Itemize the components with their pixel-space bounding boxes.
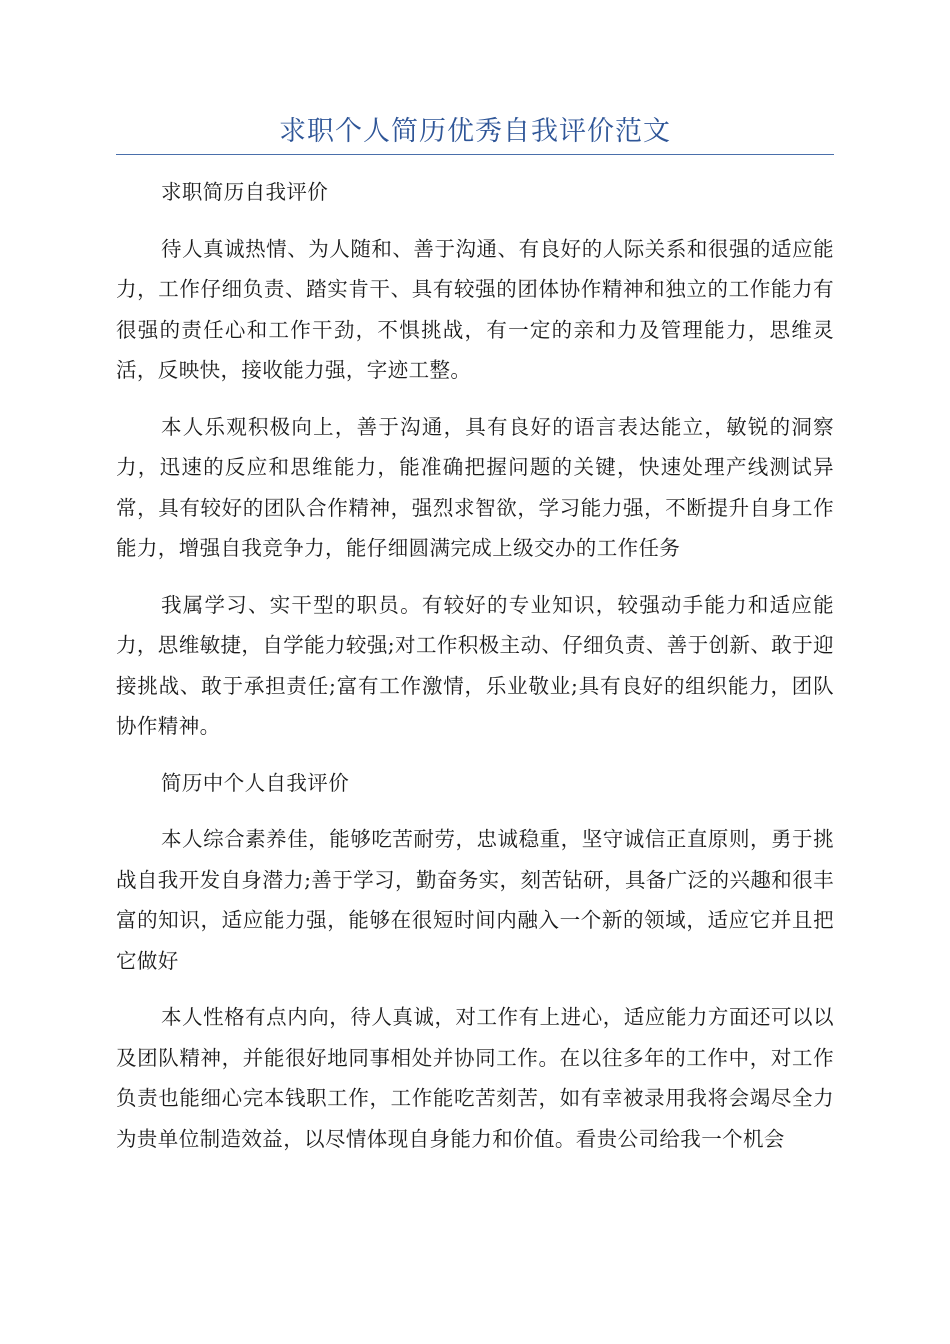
body-paragraph: 我属学习、实干型的职员。有较好的专业知识，较强动手能力和适应能力，思维敏捷，自学能力较强;对工作积极主动、仔细负责、善于创新、敢于迎接挑战、敢于承担责任;富有工作激情，乐业敬业;具有良好的组织能力，团队协作精神。	[116, 592, 834, 738]
document-title: 求职个人简历优秀自我评价范文	[279, 116, 671, 147]
body-paragraph: 本人乐观积极向上，善于沟通，具有良好的语言表达能立，敏锐的洞察力，迅速的反应和思维能力，能准确把握问题的关键，快速处理产线测试异常，具有较好的团队合作精神，强烈求智欲，学习能力强，不断提升自身工作能力，增强自我竞争力，能仔细圆满完成上级交办的工作任务	[116, 414, 834, 560]
section-heading-job-resume-self-evaluation: 求职简历自我评价	[161, 180, 329, 204]
document-body	[116, 172, 834, 1159]
body-paragraph: 本人综合素养佳，能够吃苦耐劳，忠诚稳重，坚守诚信正直原则，勇于挑战自我开发自身潜力;善于学习，勤奋务实，刻苦钻研，具备广泛的兴趣和很丰富的知识，适应能力强，能够在很短时间内融入一个新的领域，适应它并且把它做好	[116, 827, 834, 973]
body-paragraph: 本人性格有点内向，待人真诚，对工作有上进心，适应能力方面还可以以及团队精神，并能很好地同事相处并协同工作。在以往多年的工作中，对工作负责也能细心完本钱职工作，工作能吃苦刻苦，如有幸被录用我将会竭尽全力为贵单位制造效益，以尽情体现自身能力和价值。看贵公司给我一个机会	[116, 1005, 834, 1151]
body-paragraph: 待人真诚热情、为人随和、善于沟通、有良好的人际关系和很强的适应能力，工作仔细负责、踏实肯干、具有较强的团体协作精神和独立的工作能力有很强的责任心和工作干劲，不惧挑战，有一定的亲和力及管理能力，思维灵活，反映快，接收能力强，字迹工整。	[116, 236, 834, 382]
section-heading-resume-personal-self-evaluation: 简历中个人自我评价	[161, 770, 350, 795]
title-underline	[116, 154, 834, 155]
